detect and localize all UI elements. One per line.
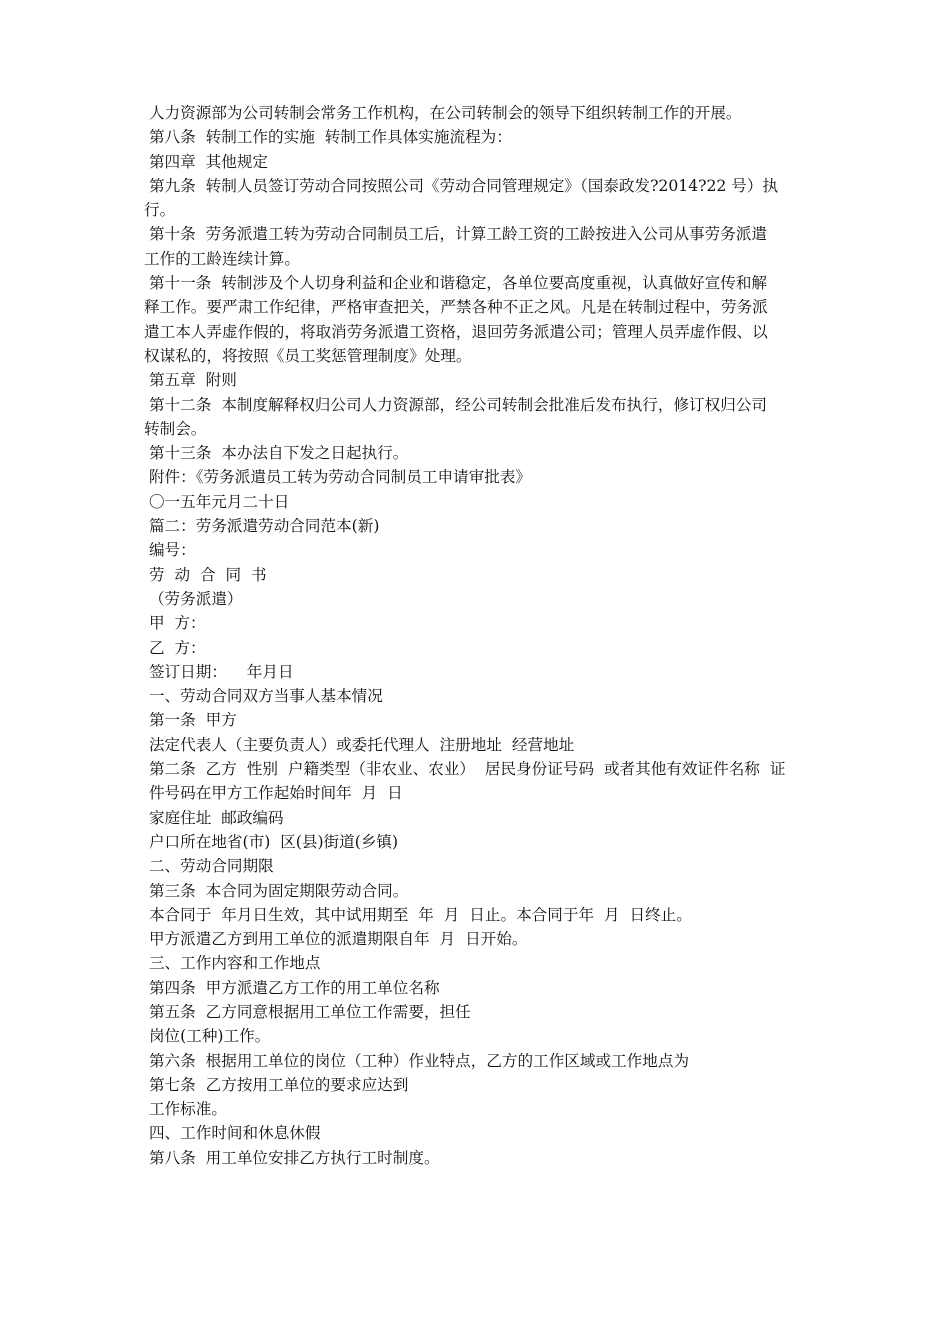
contract-subtitle: （劳务派遣） bbox=[144, 589, 243, 608]
document-body bbox=[144, 101, 820, 1170]
text-line: 人力资源部为公司转制会常务工作机构，在公司转制会的领导下组织转制工作的开展。 bbox=[144, 104, 742, 122]
section-heading: 三、工作内容和工作地点 bbox=[144, 954, 321, 973]
text-line: 本合同于 年月日生效，其中试用期至 年 月 日止。本合同于年 月 日终止。 bbox=[144, 905, 692, 924]
text-line: 行。 bbox=[144, 201, 176, 220]
text-line: 第七条 乙方按用工单位的要求应达到 bbox=[144, 1075, 409, 1094]
section-heading: 一、劳动合同双方当事人基本情况 bbox=[144, 687, 383, 706]
party-b: 乙 方： bbox=[144, 638, 206, 657]
text-line: 第一条 甲方 bbox=[144, 711, 237, 730]
text-line: 第四条 甲方派遣乙方工作的用工单位名称 bbox=[144, 978, 440, 997]
attachment-line: 附件：《劳务派遣员工转为劳动合同制员工申请审批表》 bbox=[144, 468, 532, 487]
text-line: 第十三条 本办法自下发之日起执行。 bbox=[144, 444, 409, 463]
section-heading: 四、工作时间和休息休假 bbox=[144, 1124, 321, 1143]
chapter-heading: 第五章 附则 bbox=[144, 371, 237, 390]
text-line: 第十条 劳务派遣工转为劳动合同制员工后，计算工龄工资的工龄按进入公司从事劳务派遣 bbox=[144, 225, 768, 244]
text-line: 权谋私的，将按照《员工奖惩管理制度》处理。 bbox=[144, 346, 472, 365]
text-line: 转制会。 bbox=[144, 419, 207, 438]
signing-date: 签订日期： 年月日 bbox=[144, 662, 294, 681]
text-line: 第二条 乙方 性别 户籍类型（非农业、农业） 居民身份证号码 或者其他有效证件名称 证 bbox=[144, 760, 786, 779]
text-line: 第九条 转制人员签订劳动合同按照公司《劳动合同管理规定》（国泰政发?2014?22 号）执 bbox=[144, 176, 779, 195]
section-heading: 二、劳动合同期限 bbox=[144, 857, 274, 876]
text-line: 岗位(工种)工作。 bbox=[144, 1027, 271, 1046]
text-line: 第十一条 转制涉及个人切身利益和企业和谐稳定，各单位要高度重视，认真做好宣传和解 bbox=[144, 274, 768, 293]
text-line: 户口所在地省(市) 区(县)街道(乡镇) bbox=[144, 832, 399, 851]
text-line: 工作的工龄连续计算。 bbox=[144, 249, 300, 268]
text-line: 第六条 根据用工单位的岗位（工种）作业特点，乙方的工作区域或工作地点为 bbox=[144, 1051, 690, 1070]
text-line: 遣工本人弄虚作假的，将取消劳务派遣工资格，退回劳务派遣公司；管理人员弄虚作假、以 bbox=[144, 322, 768, 341]
text-line: 第八条 用工单位安排乙方执行工时制度。 bbox=[144, 1148, 440, 1167]
section-title: 篇二：劳务派遣劳动合同范本(新) bbox=[144, 517, 380, 536]
text-line: 第十二条 本制度解释权归公司人力资源部，经公司转制会批准后发布执行，修订权归公司 bbox=[144, 395, 768, 414]
text-line: 件号码在甲方工作起始时间年 月 日 bbox=[144, 784, 403, 803]
text-line: 工作标准。 bbox=[144, 1100, 227, 1119]
contract-title: 劳 动 合 同 书 bbox=[144, 565, 267, 584]
text-line: 释工作。要严肃工作纪律，严格审查把关，严禁各种不正之风。凡是在转制过程中，劳务派 bbox=[144, 298, 768, 317]
text-line: 法定代表人（主要负责人）或委托代理人 注册地址 经营地址 bbox=[144, 735, 575, 754]
text-line: 甲方派遣乙方到用工单位的派遣期限自年 月 日开始。 bbox=[144, 930, 528, 949]
party-a: 甲 方： bbox=[144, 614, 206, 633]
date-line: 〇一五年元月二十日 bbox=[144, 492, 290, 511]
text-line: 第八条 转制工作的实施 转制工作具体实施流程为： bbox=[144, 128, 512, 147]
text-line: 第五条 乙方同意根据用工单位工作需要，担任 bbox=[144, 1002, 471, 1021]
text-line: 第三条 本合同为固定期限劳动合同。 bbox=[144, 881, 409, 900]
text-line: 家庭住址 邮政编码 bbox=[144, 808, 284, 827]
chapter-heading: 第四章 其他规定 bbox=[144, 152, 269, 171]
contract-number: 编号： bbox=[144, 541, 196, 560]
